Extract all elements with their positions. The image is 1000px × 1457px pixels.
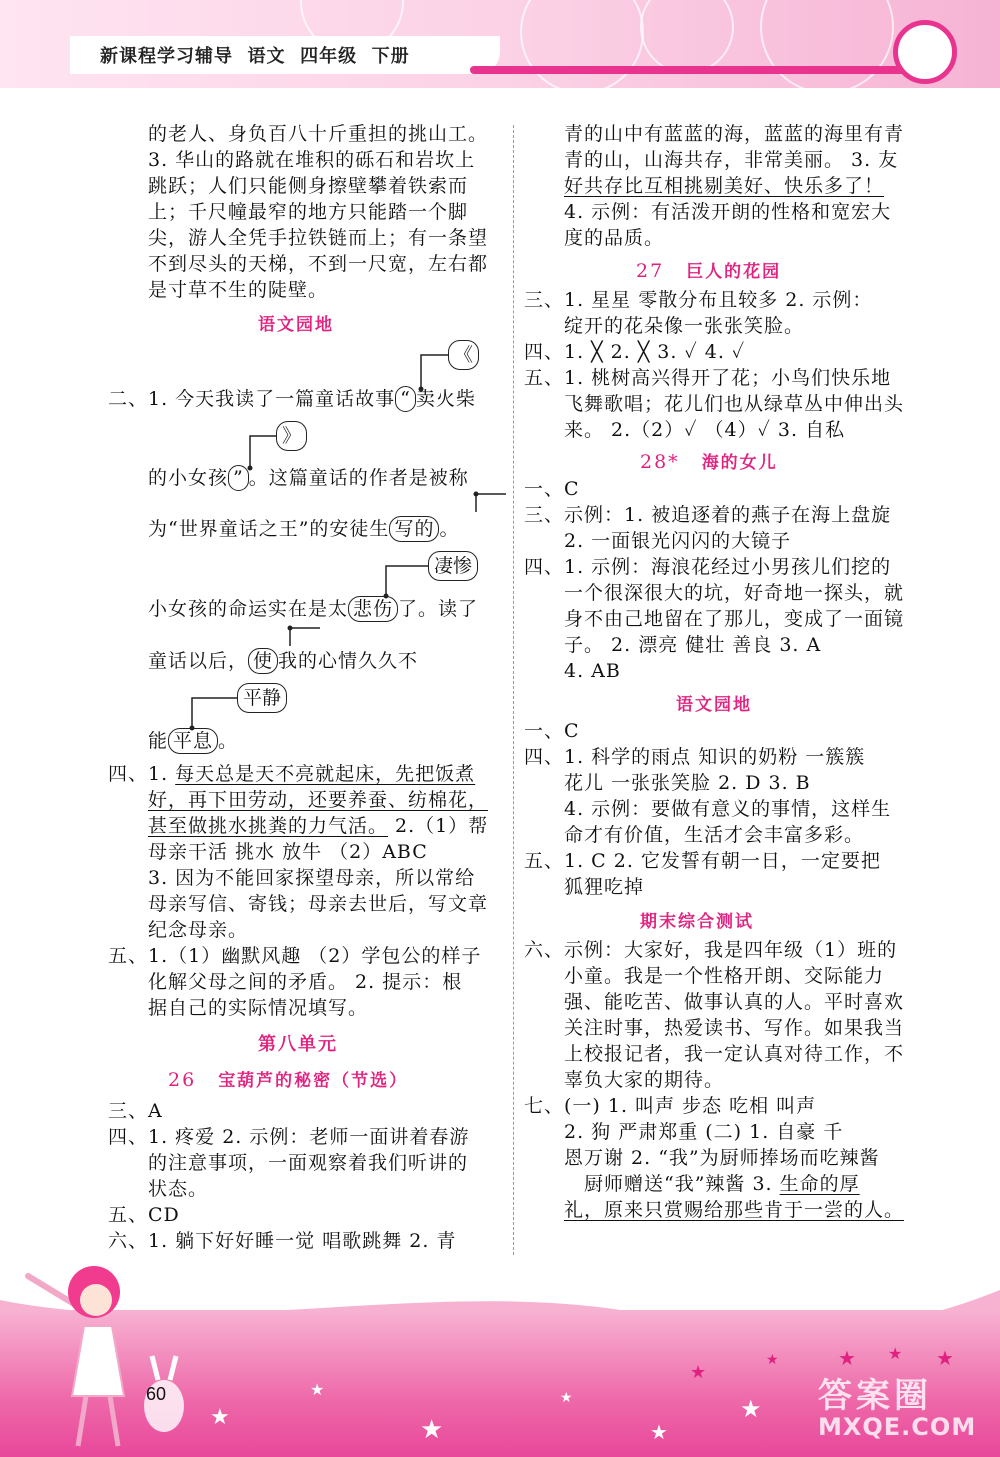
error-box: “ bbox=[395, 386, 416, 412]
text-line: 跳跃；人们只能侧身擦壁攀着铁索而 bbox=[148, 175, 469, 197]
decor-circle bbox=[760, 0, 894, 94]
text-line: 2. 狗 严肃郑重 (二) 1. 自豪 千 bbox=[564, 1121, 844, 1143]
watermark-url: MXQE.COM bbox=[818, 1413, 977, 1441]
text-line: 不到尽头的天梯，不到一尺宽，左右都 bbox=[148, 253, 489, 275]
section-title: 语文园地 bbox=[258, 315, 334, 335]
text-line: 4. 示例：有活泼开朗的性格和宽宏大 bbox=[564, 201, 892, 223]
text-line: 的老人、身负百八十斤重担的挑山工。 bbox=[148, 123, 489, 145]
text-line: 四、1. 示例：海浪花经过小男孩儿们挖的 bbox=[524, 556, 892, 578]
header-title: 新课程学习辅导 语文 四年级 下册 bbox=[100, 46, 410, 67]
correction-box: 《 bbox=[448, 340, 479, 370]
text-line: 命才有价值，生活才会丰富多彩。 bbox=[564, 824, 865, 846]
text-line: 能 平息 。 bbox=[148, 730, 239, 752]
text-line: 上校报记者，我一定认真对待工作，不 bbox=[564, 1043, 905, 1065]
text-line: 五、CD bbox=[108, 1204, 180, 1226]
error-box: ” bbox=[228, 465, 249, 491]
connector-line bbox=[378, 563, 432, 599]
text-line: 六、示例：大家好，我是四年级（1）班的 bbox=[524, 939, 898, 961]
text-line: 绽开的花朵像一张张笑脸。 bbox=[564, 315, 805, 337]
text-line: 青的山中有蓝蓝的海，蓝蓝的海里有青 bbox=[564, 123, 905, 145]
lesson-title: 27 巨人的花园 bbox=[636, 260, 782, 282]
correction-box: 凄惨 bbox=[428, 551, 478, 581]
text-line: 3. 因为不能回家探望母亲，所以常给 bbox=[148, 867, 476, 889]
header-ring-icon bbox=[893, 20, 957, 84]
text-line: 小女孩的命运实在是太 悲伤 了。读了 bbox=[148, 598, 479, 620]
text-line: 小童。我是一个性格开朗、交际能力 bbox=[564, 965, 885, 987]
text-line: 为“世界童话之王”的安徒生 写的 。 bbox=[148, 518, 460, 540]
text-line: 好共存比互相挑剔美好、快乐多了！ bbox=[564, 175, 885, 197]
lesson-title: 26 宝葫芦的秘密（节选） bbox=[168, 1069, 409, 1091]
header-rule bbox=[470, 66, 910, 74]
text-line: 尖，游人全凭手拉铁链而上；有一条望 bbox=[148, 227, 489, 249]
section-title: 语文园地 bbox=[676, 695, 752, 715]
star-icon: ★ bbox=[838, 1346, 856, 1370]
text-line: 4. AB bbox=[564, 660, 621, 682]
connector-line bbox=[284, 624, 324, 650]
star-icon: ★ bbox=[650, 1420, 668, 1444]
error-box: 使 bbox=[248, 648, 278, 674]
star-icon: ★ bbox=[766, 1352, 779, 1368]
text-line: 子。 2. 漂亮 健壮 善良 3. A bbox=[564, 634, 822, 656]
text-line: 一、C bbox=[524, 720, 580, 742]
watermark bbox=[818, 1368, 990, 1450]
text-line: 据自己的实际情况填写。 bbox=[148, 997, 369, 1019]
star-icon: ★ bbox=[560, 1390, 573, 1406]
text-line: 一、C bbox=[524, 478, 580, 500]
girl-illustration bbox=[14, 1256, 214, 1457]
error-box: 悲伤 bbox=[348, 596, 398, 622]
text-line: 四、1. 疼爱 2. 示例：老师一面讲着春游 bbox=[108, 1126, 470, 1148]
text-line: 三、1. 星星 零散分布且较多 2. 示例： bbox=[524, 289, 873, 311]
lesson-title: 28* 海的女儿 bbox=[640, 451, 778, 473]
text-line: 2. 一面银光闪闪的大镜子 bbox=[564, 530, 792, 552]
text-line: 的小女孩 ” 。这篇童话的作者是被称 bbox=[148, 467, 469, 489]
star-icon: ★ bbox=[740, 1395, 762, 1423]
star-icon: ★ bbox=[210, 1405, 230, 1430]
text-line: 3. 华山的路就在堆积的砾石和岩坎上 bbox=[148, 149, 476, 171]
text-line: 四、1. ╳ 2. ╳ 3. ✓ 4. ✓ bbox=[524, 341, 746, 363]
text-line: 青的山，山海共存，非常美丽。 3. 友 bbox=[564, 149, 899, 171]
text-line: 甚至做挑水挑粪的力气活。 2.（1）帮 bbox=[148, 815, 489, 837]
text-line: 二、1. 今天我读了一篇童话故事 “ 卖火柴 bbox=[108, 388, 476, 410]
text-line: 狐狸吃掉 bbox=[564, 876, 645, 898]
text-line: 上；千尺幢最窄的地方只能踏一个脚 bbox=[148, 201, 469, 223]
text-line: 辜负大家的期待。 bbox=[564, 1069, 725, 1091]
page-number: 60 bbox=[146, 1384, 167, 1404]
star-icon: ★ bbox=[936, 1346, 954, 1370]
text-line: 五、1. 桃树高兴得开了花；小鸟们快乐地 bbox=[524, 367, 892, 389]
text-line: 童话以后， 使 我的心情久久不 bbox=[148, 650, 419, 672]
text-line: 飞舞歌唱；花儿们也从绿草丛中伸出头 bbox=[564, 393, 905, 415]
text-line: 来。 2.（2）✓ （4）✓ 3. 自私 bbox=[564, 419, 846, 441]
text-line: 强、能吃苦、做事认真的人。平时喜欢 bbox=[564, 991, 905, 1013]
star-icon: ★ bbox=[690, 1362, 707, 1383]
decor-circle bbox=[640, 0, 734, 74]
text-line: 关注时事，热爱读书、写作。如果我当 bbox=[564, 1017, 905, 1039]
star-icon: ★ bbox=[888, 1344, 903, 1363]
error-box: 写的 bbox=[389, 516, 439, 542]
text-line: 4. 示例：要做有意义的事情，这样生 bbox=[564, 798, 892, 820]
text-line: 六、1. 躺下好好睡一觉 唱歌跳舞 2. 青 bbox=[108, 1230, 457, 1252]
text-line: 恩万谢 2. “我”为厨师捧场而吃辣酱 bbox=[564, 1147, 880, 1169]
text-line: 纪念母亲。 bbox=[148, 919, 249, 941]
text-line: 五、1. C 2. 它发誓有朝一日，一定要把 bbox=[524, 850, 881, 872]
text-line: 是寸草不生的陡壁。 bbox=[148, 279, 329, 301]
section-title: 期末综合测试 bbox=[640, 912, 754, 932]
text-line: 七、(一) 1. 叫声 步态 吃相 叫声 bbox=[524, 1095, 817, 1117]
text-line: 五、1.（1）幽默风趣 （2）学包公的样子 bbox=[108, 945, 482, 967]
text-line: 母亲干活 挑水 放牛 （2）ABC bbox=[148, 841, 428, 863]
text-line: 身不由己地留在了那儿，变成了一面镜 bbox=[564, 608, 905, 630]
watermark-logo-text: 答案圈 bbox=[818, 1376, 932, 1416]
text-line: 一个很深很大的坑，好奇地一探头，就 bbox=[564, 582, 905, 604]
text-line: 三、示例：1. 被追逐着的燕子在海上盘旋 bbox=[524, 504, 892, 526]
error-box: 平息 bbox=[168, 728, 218, 754]
connector-line bbox=[184, 695, 240, 731]
text-line: 状态。 bbox=[148, 1178, 209, 1200]
text-line: 四、1. 科学的雨点 知识的奶粉 一簇簇 bbox=[524, 746, 866, 768]
text-line: 三、A bbox=[108, 1100, 163, 1122]
star-icon: ★ bbox=[310, 1380, 325, 1399]
column-divider bbox=[513, 125, 515, 1255]
decor-circle bbox=[520, 0, 644, 94]
text-line: 厨师赠送“我”辣酱 3. 生命的厚 bbox=[584, 1173, 860, 1195]
text-line: 母亲写信、寄钱；母亲去世后，写文章 bbox=[148, 893, 489, 915]
text-line: 四、1. 每天总是天不亮就起床，先把饭煮 bbox=[108, 763, 476, 785]
text-line: 度的品质。 bbox=[564, 227, 665, 249]
text-line: 化解父母之间的矛盾。 2. 提示：根 bbox=[148, 971, 463, 993]
connector-line bbox=[470, 490, 510, 516]
text-line: 好，再下田劳动，还要养蚕、纺棉花， bbox=[148, 789, 489, 811]
correction-box: 》 bbox=[276, 421, 307, 451]
star-icon: ★ bbox=[420, 1415, 444, 1445]
text-line: 的注意事项，一面观察着我们听讲的 bbox=[148, 1152, 469, 1174]
text-line: 礼，原来只赏赐给那些肯于一尝的人。 bbox=[564, 1199, 905, 1221]
text-line: 花儿 一张张笑脸 2. D 3. B bbox=[564, 772, 811, 794]
correction-box: 平静 bbox=[237, 683, 287, 713]
unit-title: 第八单元 bbox=[258, 1034, 338, 1055]
